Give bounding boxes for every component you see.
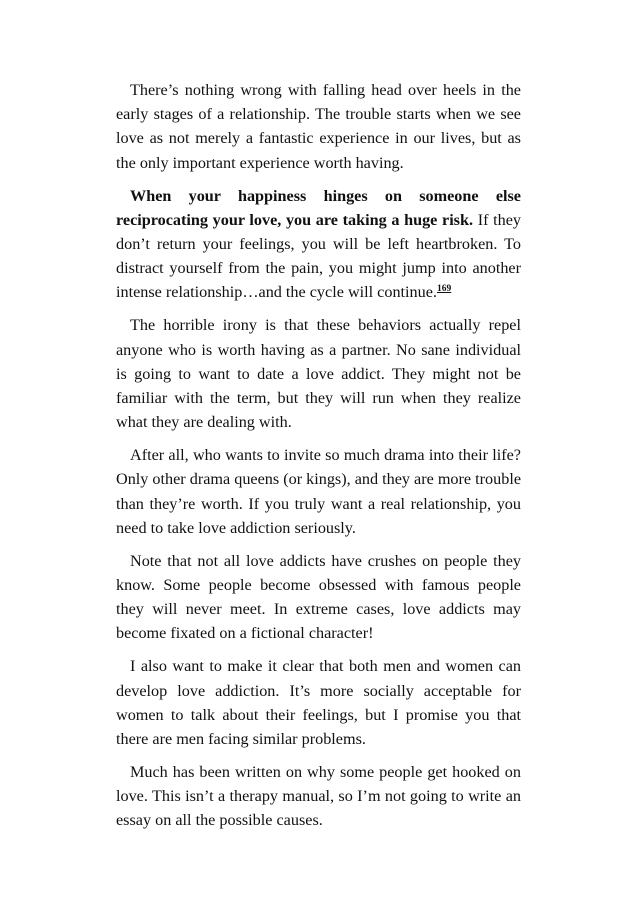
paragraph-5 <box>116 549 521 646</box>
paragraph-text: I also want to make it clear that both men and women can develop love addiction. It’s more socially acceptable for women to talk about their feelings, but I promise you that there are men facing similar problems. <box>116 657 521 749</box>
emphasis-text: When your happiness hinges on someone else reciprocating your love, you are taking a huge risk. <box>116 186 521 229</box>
paragraph-3 <box>116 313 521 434</box>
paragraph-text: The horrible irony is that these behaviors actually repel anyone who is worth having as a partner. No sane individual is going to want to date a love addict. They might not be familiar with the term, but they will run when they realize what they are dealing with. <box>116 316 521 432</box>
paragraph-7 <box>116 760 521 833</box>
page-body <box>116 78 521 841</box>
paragraph-1 <box>116 78 521 175</box>
paragraph-6 <box>116 654 521 751</box>
paragraph-text: There’s nothing wrong with falling head over heels in the early stages of a relationship. The trouble starts when we see love as not merely a fantastic experience in our lives, but as the only important experience worth having. <box>116 81 521 172</box>
footnote-reference-link[interactable]: 169 <box>436 284 452 295</box>
paragraph-text: Note that not all love addicts have crushes on people they know. Some people become obsessed with famous people they will never meet. In extreme cases, love addicts may become fixated on a fictional character! <box>116 551 521 643</box>
paragraph-4 <box>116 443 521 540</box>
paragraph-text: Much has been written on why some people get hooked on love. This isn’t a therapy manual, so I’m not going to write an essay on all the possible causes. <box>116 763 521 830</box>
paragraph-2 <box>116 184 521 305</box>
paragraph-text: After all, who wants to invite so much drama into their life? Only other drama queens (or kings), and they are more trouble than they’re worth. If you truly want a real relationship, you need to take love addiction seriously. <box>116 446 522 537</box>
paragraph-text: If they don’t return your feelings, you will be left heartbroken. To distract yourself from the pain, you might jump into another intense relationship…and the cycle will continue. <box>116 210 521 302</box>
